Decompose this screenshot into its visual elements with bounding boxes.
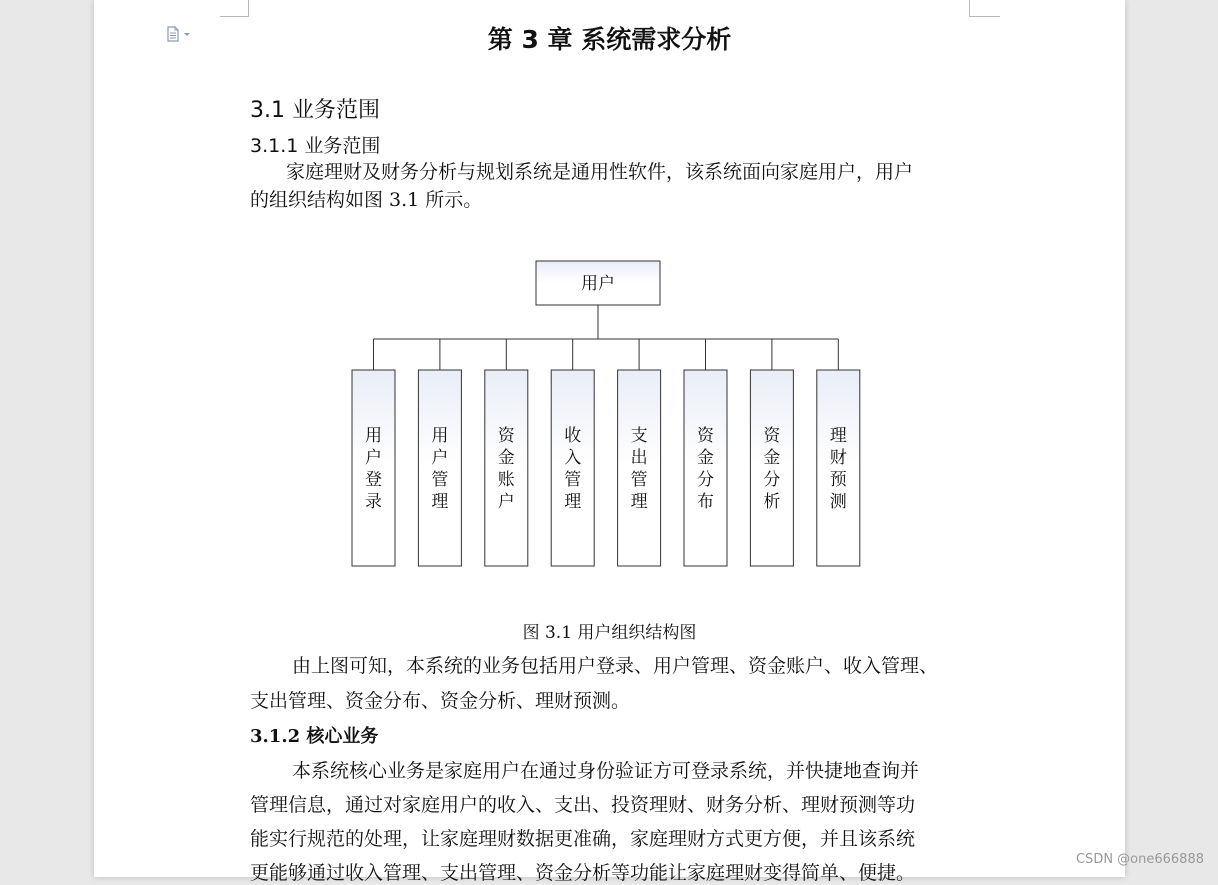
- child-node-char: 理: [630, 492, 648, 512]
- child-node-char: 录: [365, 492, 382, 512]
- child-node-box: [618, 370, 661, 566]
- paragraph-2-line-2: 支出管理、资金分布、资金分析、理财预测。: [250, 690, 631, 712]
- child-node-char: 账: [497, 470, 515, 490]
- child-node-char: 金: [497, 448, 515, 468]
- section-title: 3.1 业务范围: [250, 98, 380, 123]
- child-node-char: 收: [564, 426, 582, 446]
- child-node-char: 用: [431, 426, 449, 446]
- figure-caption: 图 3.1 用户组织结构图: [522, 623, 697, 643]
- child-node-char: 管: [564, 470, 582, 490]
- child-node-char: 分: [763, 470, 781, 490]
- paragraph-1-line-2: 的组织结构如图 3.1 所示。: [250, 189, 483, 211]
- child-node-box: [551, 370, 594, 566]
- watermark: CSDN @one666888: [1075, 852, 1204, 867]
- child-node-char: 户: [497, 492, 515, 512]
- child-node-box: [418, 370, 461, 566]
- paragraph-3-line-4: 更能够通过收入管理、支出管理、资金分析等功能让家庭理财变得简单、便捷。: [250, 862, 916, 884]
- child-node-char: 支: [630, 426, 648, 446]
- paragraph-1-line-1: 家庭理财及财务分析与规划系统是通用性软件，该系统面向家庭用户，用户: [286, 161, 914, 183]
- org-chart: [94, 0, 1125, 877]
- paragraph-2-line-1: 由上图可知，本系统的业务包括用户登录、用户管理、资金账户、收入管理、: [292, 655, 939, 677]
- child-node-char: 资: [497, 426, 515, 446]
- child-node-char: 户: [365, 448, 382, 468]
- child-node-char: 理: [564, 492, 582, 512]
- child-node-char: 理: [431, 492, 449, 512]
- child-node-box: [750, 370, 793, 566]
- document-page: [94, 0, 1125, 884]
- child-node-char: 用: [365, 426, 382, 446]
- child-node-char: 入: [564, 448, 582, 468]
- root-node-label: 用户: [581, 274, 615, 294]
- child-node-char: 布: [697, 492, 714, 512]
- child-node-box: [684, 370, 727, 566]
- child-node-char: 金: [763, 448, 781, 468]
- child-node-char: 户: [431, 448, 449, 468]
- child-node-char: 出: [630, 448, 648, 468]
- child-node-box: [485, 370, 528, 566]
- child-node-char: 财: [829, 448, 847, 468]
- paragraph-3-line-3: 能实行规范的处理，让家庭理财数据更准确，家庭理财方式更方便，并且该系统: [250, 828, 916, 850]
- child-node-char: 理: [829, 426, 847, 446]
- subsection-title-1: 3.1.1 业务范围: [250, 135, 381, 157]
- child-node-char: 资: [697, 426, 714, 446]
- child-node-char: 分: [697, 470, 714, 490]
- child-node-char: 管: [431, 470, 449, 490]
- child-node-char: 金: [697, 448, 714, 468]
- child-node-char: 登: [365, 470, 382, 490]
- subsection-title-2: 3.1.2 核心业务: [250, 726, 379, 747]
- paragraph-3-line-1: 本系统核心业务是家庭用户在通过身份验证方可登录系统，并快捷地查询并: [292, 760, 920, 782]
- child-node-char: 管: [630, 470, 648, 490]
- paragraph-3-line-2: 管理信息，通过对家庭用户的收入、支出、投资理财、财务分析、理财预测等功: [250, 794, 916, 816]
- child-node-box: [352, 370, 395, 566]
- child-node-box: [817, 370, 860, 566]
- child-node-char: 析: [763, 492, 781, 512]
- chapter-title: 第 3 章 系统需求分析: [487, 25, 732, 54]
- child-node-char: 预: [829, 470, 847, 490]
- child-node-char: 资: [763, 426, 781, 446]
- child-node-char: 测: [829, 492, 847, 512]
